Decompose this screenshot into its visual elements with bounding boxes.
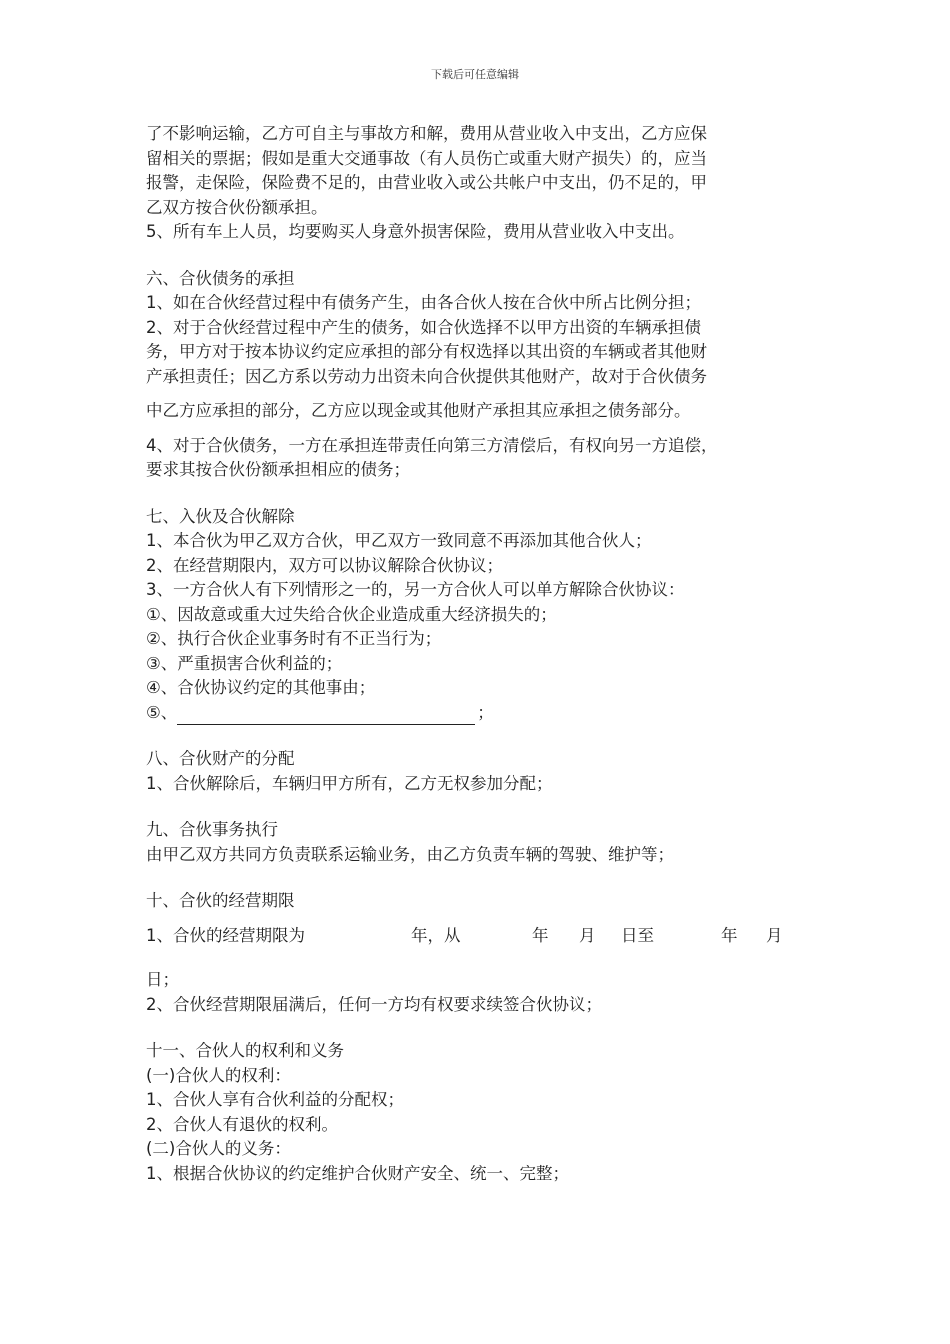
paragraph-line: 了不影响运输，乙方可自主与事故方和解，费用从营业收入中支出，乙方应保: [146, 124, 707, 143]
list-item: 2、合伙人有退伙的权利。: [146, 1114, 338, 1134]
paragraph-line: 报警，走保险，保险费不足的，由营业收入或公共帐户中支出，仍不足的，甲: [146, 173, 707, 192]
list-item: ④、合伙协议约定的其他事由；: [146, 678, 376, 697]
list-item: 3、一方合伙人有下列情形之一的，另一方合伙人可以单方解除合伙协议：: [146, 580, 685, 599]
term-year-2: 年: [532, 925, 549, 945]
section-title: 七、入伙及合伙解除: [146, 506, 295, 526]
document-body: [146, 122, 816, 1186]
term-label: 1、合伙的经营期限为: [146, 925, 305, 945]
paragraph-line: 留相关的票据；假如是重大交通事故（有人员伤亡或重大财产损失）的，应当: [146, 148, 707, 168]
subsection-title: (一)合伙人的权利：: [146, 1065, 291, 1085]
term-line: [146, 924, 816, 949]
section-title: 九、合伙事务执行: [146, 820, 278, 839]
list-item: ③、严重损害合伙利益的；: [146, 653, 343, 673]
term-day-to: 日至: [621, 925, 654, 945]
list-item: 中乙方应承担的部分，乙方应以现金或其他财产承担其应承担之债务部分。: [146, 401, 691, 420]
fill-in-blank[interactable]: [177, 706, 475, 725]
list-item: ②、执行合伙企业事务时有不正当行为；: [146, 629, 442, 648]
term-year-from: 年，从: [411, 925, 461, 945]
term-month-1: 月: [579, 925, 596, 945]
list-item: 4、对于合伙债务，一方在承担连带责任向第三方清偿后，有权向另一方追偿，: [146, 435, 718, 455]
list-item: ①、因故意或重大过失给合伙企业造成重大经济损失的；: [146, 604, 557, 624]
list-item: 1、根据合伙协议的约定维护合伙财产安全、统一、完整；: [146, 1163, 569, 1183]
list-item: 2、合伙经营期限届满后，任何一方均有权要求续签合伙协议；: [146, 994, 602, 1014]
section-title: 十一、合伙人的权利和义务: [146, 1041, 344, 1060]
list-item-suffix: ；: [477, 702, 494, 722]
list-item: 要求其按合伙份额承担相应的债务；: [146, 460, 410, 479]
section-title: 六、合伙债务的承担: [146, 268, 295, 288]
paragraph-line: 由甲乙双方共同方负责联系运输业务，由乙方负责车辆的驾驶、维护等；: [146, 844, 674, 864]
list-item-prefix: ⑤、: [146, 702, 178, 722]
term-day-end: 日；: [146, 970, 179, 989]
list-item: 2、在经营期限内，双方可以协议解除合伙协议；: [146, 555, 503, 575]
section-title: 八、合伙财产的分配: [146, 749, 295, 768]
subsection-title: (二)合伙人的义务：: [146, 1139, 291, 1158]
section-title: 十、合伙的经营期限: [146, 891, 295, 910]
term-year-3: 年: [721, 925, 738, 945]
list-item: 务，甲方对于按本协议约定应承担的部分有权选择以其出资的车辆或者其他财: [146, 342, 707, 361]
list-item: 1、合伙人享有合伙利益的分配权；: [146, 1090, 404, 1109]
paragraph-line: 乙双方按合伙份额承担。: [146, 197, 328, 217]
list-item: 1、本合伙为甲乙双方合伙，甲乙双方一致同意不再添加其他合伙人；: [146, 531, 652, 550]
paragraph-line: 5、所有车上人员，均要购买人身意外损害保险，费用从营业收入中支出。: [146, 222, 685, 241]
term-month-2: 月: [766, 925, 783, 945]
list-item: 2、对于合伙经营过程中产生的债务，如合伙选择不以甲方出资的车辆承担债: [146, 317, 701, 337]
list-item: 1、合伙解除后，车辆归甲方所有，乙方无权参加分配；: [146, 773, 553, 793]
list-item: 1、如在合伙经营过程中有债务产生，由各合伙人按在合伙中所占比例分担；: [146, 293, 701, 312]
list-item-blank: [146, 701, 816, 726]
page-header: 下载后可任意编辑: [431, 68, 519, 81]
list-item: 产承担责任；因乙方系以劳动力出资未向合伙提供其他财产，故对于合伙债务: [146, 366, 707, 386]
